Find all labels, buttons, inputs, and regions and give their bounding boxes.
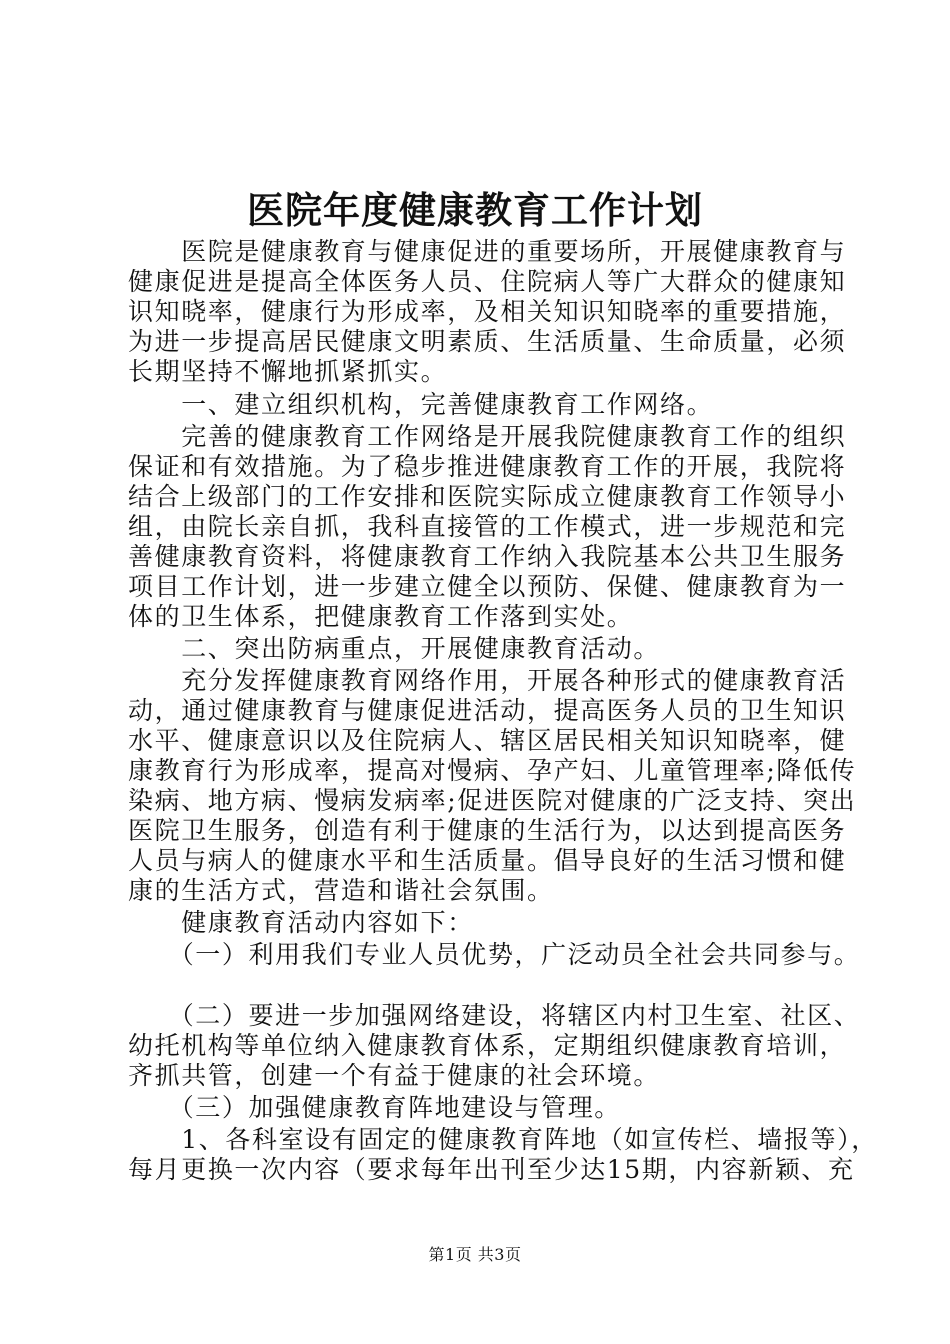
body-line: 组，由院长亲自抓，我科直接管的工作模式，进一步规范和完: [128, 512, 847, 541]
body-line: 体的卫生体系，把健康教育工作落到实处。: [128, 602, 634, 631]
body-line: 康教育行为形成率，提高对慢病、孕产妇、儿童管理率;降低传: [128, 756, 857, 785]
body-line: 幼托机构等单位纳入健康教育体系，定期组织健康教育培训，: [128, 1031, 847, 1060]
body-line: 为进一步提高居民健康文明素质、生活质量、生命质量，必须: [128, 327, 847, 356]
body-line: 识知晓率，健康行为形成率，及相关知识知晓率的重要措施，: [128, 297, 847, 326]
body-line: 医院卫生服务，创造有利于健康的生活行为，以达到提高医务: [128, 816, 847, 845]
list-item: 1、各科室设有固定的健康教育阵地（如宣传栏、墙报等），: [128, 1125, 878, 1154]
body-line: 项目工作计划，进一步建立健全以预防、保健、健康教育为一: [128, 572, 847, 601]
body-line: 人员与病人的健康水平和生活质量。倡导良好的生活习惯和健: [128, 846, 847, 875]
list-item: （一）利用我们专业人员优势，广泛动员全社会共同参与。: [128, 940, 861, 969]
body-line: 康的生活方式，营造和谐社会氛围。: [128, 876, 554, 905]
page-footer: 第1页 共3页: [428, 1245, 522, 1264]
body-line: 健康教育活动内容如下：: [128, 908, 474, 937]
body-line: 结合上级部门的工作安排和医院实际成立健康教育工作领导小: [128, 482, 847, 511]
body-line: 长期坚持不懈地抓紧抓实。: [128, 357, 448, 386]
body-line: 动，通过健康教育与健康促进活动，提高医务人员的卫生知识: [128, 696, 847, 725]
section-heading: 二、突出防病重点，开展健康教育活动。: [128, 634, 661, 663]
body-line: 完善的健康教育工作网络是开展我院健康教育工作的组织: [128, 422, 847, 451]
body-line: 水平、健康意识以及住院病人、辖区居民相关知识知晓率，健: [128, 726, 847, 755]
body-line: 健康促进是提高全体医务人员、住院病人等广大群众的健康知: [128, 267, 847, 296]
list-item: （二）要进一步加强网络建设，将辖区内村卫生室、社区、: [128, 1001, 861, 1030]
body-line: 医院是健康教育与健康促进的重要场所，开展健康教育与: [128, 237, 847, 266]
list-item: （三）加强健康教育阵地建设与管理。: [128, 1093, 621, 1122]
body-line: 每月更换一次内容（要求每年出刊至少达15期，内容新颖、充: [128, 1155, 855, 1184]
body-line: 染病、地方病、慢病发病率;促进医院对健康的广泛支持、突出: [128, 786, 857, 815]
body-line: 齐抓共管，创建一个有益于健康的社会环境。: [128, 1061, 661, 1090]
body-line: 保证和有效措施。为了稳步推进健康教育工作的开展，我院将: [128, 452, 847, 481]
document-title: 医院年度健康教育工作计划: [247, 188, 703, 232]
body-line: 充分发挥健康教育网络作用，开展各种形式的健康教育活: [128, 666, 847, 695]
section-heading: 一、建立组织机构，完善健康教育工作网络。: [128, 390, 714, 419]
body-line: 善健康教育资料，将健康教育工作纳入我院基本公共卫生服务: [128, 542, 847, 571]
